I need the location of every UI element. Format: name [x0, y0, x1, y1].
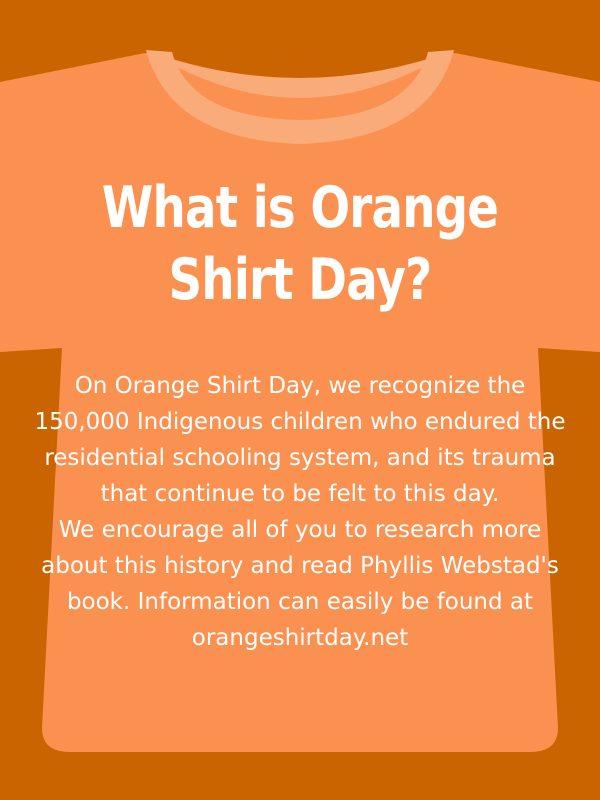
title-line-2: Shirt Day? [168, 247, 432, 313]
title-line-1: What is Orange [101, 175, 499, 241]
poster-body [30, 368, 570, 656]
poster-title [87, 172, 513, 316]
paragraph-recognize: On Orange Shirt Day, we recognize the 150,000 Indigenous children who endured the residential schooling system, and its trauma that continue to be felt to this day. [34, 373, 566, 507]
paragraph-encourage: We encourage all of you to research more about this history and read Phyllis Webstad's book. Information can easily be found at orangeshirtday.net [41, 517, 559, 651]
